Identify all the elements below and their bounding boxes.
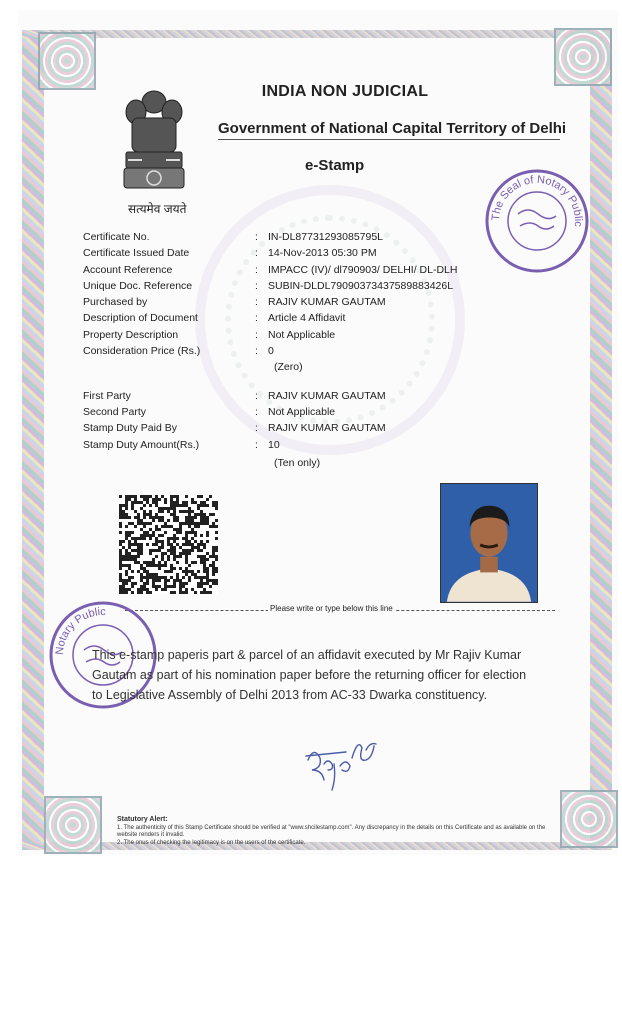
corner-ornament-icon bbox=[560, 790, 618, 848]
value-stamp-duty-amount: 10 bbox=[268, 438, 280, 451]
field-separators: : : : : : : : : : : : : bbox=[255, 231, 258, 451]
label-stamp-duty-amount: Stamp Duty Amount(Rs.) bbox=[83, 438, 200, 451]
write-below-note: Please write or type below this line bbox=[270, 604, 393, 613]
statutory-alert-line-1: 1. The authenticity of this Stamp Certificate should be verified at "www.shcilestamp.com". Any discrepancy in the details on this Certificate and as available on the website renders it invalid. bbox=[117, 824, 546, 838]
value-stamp-duty-paid-by: RAJIV KUMAR GAUTAM bbox=[268, 422, 386, 435]
value-unique-doc-reference: SUBIN-DLDL79090373437589883426L bbox=[268, 279, 454, 292]
label-account-reference: Account Reference bbox=[83, 263, 173, 276]
corner-ornament-icon bbox=[38, 32, 96, 90]
label-first-party: First Party bbox=[83, 389, 131, 402]
value-second-party: Not Applicable bbox=[268, 405, 336, 418]
value-description: Article 4 Affidavit bbox=[268, 312, 346, 325]
value-amount-words: (Ten only) bbox=[274, 456, 321, 469]
label-description: Description of Document bbox=[83, 312, 198, 325]
label-purchased-by: Purchased by bbox=[83, 296, 148, 309]
statutory-alert bbox=[117, 816, 547, 847]
applicant-photo bbox=[440, 483, 538, 603]
divider bbox=[218, 139, 560, 140]
page-subtitle: Government of National Capital Territory of Delhi bbox=[218, 120, 567, 137]
label-stamp-duty-paid-by: Stamp Duty Paid By bbox=[83, 422, 177, 435]
corner-ornament-icon bbox=[44, 796, 102, 854]
label-issued-date: Certificate Issued Date bbox=[83, 247, 190, 260]
value-consideration-words: (Zero) bbox=[274, 361, 303, 374]
notary-seal bbox=[484, 168, 590, 274]
value-purchased-by: RAJIV KUMAR GAUTAM bbox=[268, 296, 386, 309]
statutory-alert-heading: Statutory Alert: bbox=[117, 816, 168, 823]
page-title: INDIA NON JUDICIAL bbox=[261, 83, 429, 100]
document-type: e-Stamp bbox=[305, 157, 365, 174]
value-consideration-price: 0 bbox=[268, 345, 274, 358]
field-values bbox=[268, 229, 457, 471]
value-certificate-no: IN-DL87731293085795L bbox=[268, 231, 384, 243]
emblem-motto: सत्यमेव जयते bbox=[128, 202, 187, 216]
qr-code-icon bbox=[119, 495, 218, 594]
label-second-party: Second Party bbox=[83, 405, 147, 418]
svg-text:Notary Public: Notary Public bbox=[53, 605, 106, 656]
affidavit-text: This e-stamp paperis part & parcel of an affidavit executed by Mr Rajiv Kumar Gautam as part of his nomination paper before the returning officer for election to Legislative Assembly of Delhi 2013 from AC-33 Dwarka constituency. bbox=[92, 648, 527, 702]
field-labels bbox=[83, 229, 200, 453]
statutory-alert-line-2: 2. The onus of checking the legitimacy is on the users of the certificate. bbox=[117, 839, 306, 846]
value-account-reference: IMPACC (IV)/ dl790903/ DELHI/ DL-DLH bbox=[268, 263, 458, 276]
label-property-description: Property Description bbox=[83, 328, 179, 341]
value-first-party: RAJIV KUMAR GAUTAM bbox=[268, 389, 386, 402]
label-consideration-price: Consideration Price (Rs.) bbox=[83, 345, 201, 358]
national-emblem-icon bbox=[118, 88, 190, 194]
label-certificate-no: Certificate No. bbox=[83, 231, 150, 243]
value-property-description: Not Applicable bbox=[268, 328, 336, 341]
label-unique-doc-reference: Unique Doc. Reference bbox=[83, 279, 193, 292]
signature bbox=[300, 720, 385, 795]
value-issued-date: 14-Nov-2013 05:30 PM bbox=[268, 247, 377, 260]
svg-text:The Seal of Notary Public: The Seal of Notary Public bbox=[489, 173, 585, 228]
corner-ornament-icon bbox=[554, 28, 612, 86]
